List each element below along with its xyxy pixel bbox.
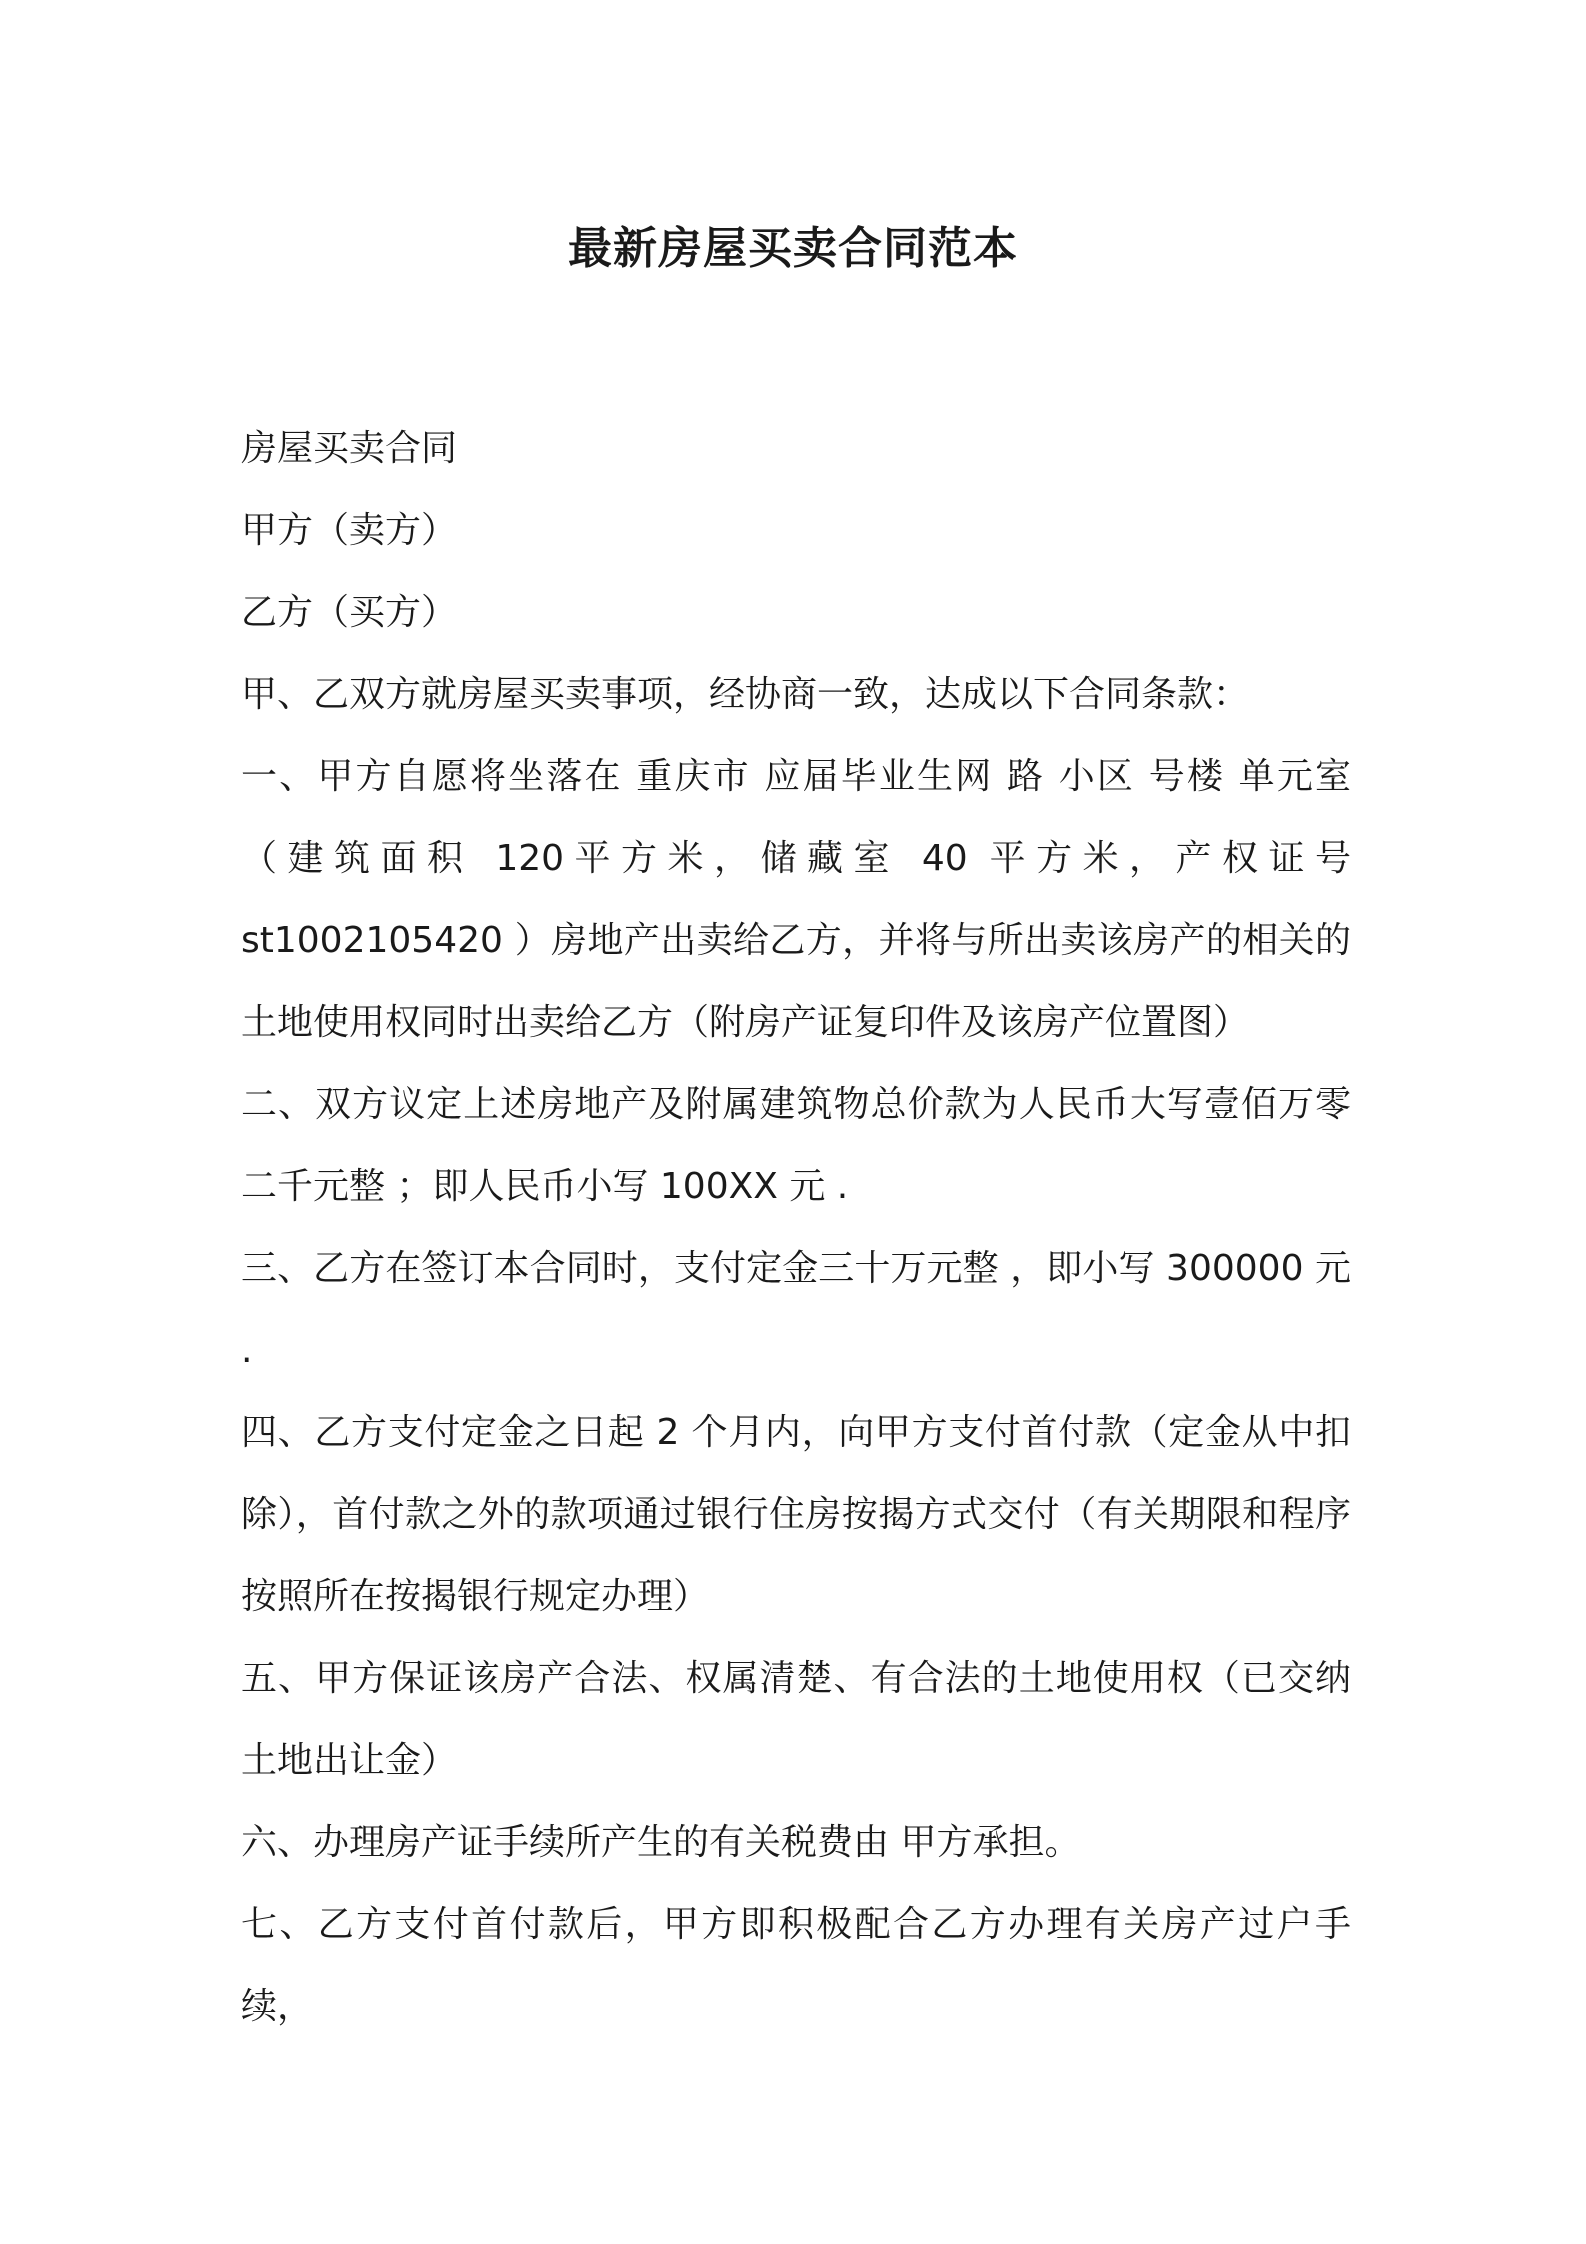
clause-4: 四、乙方支付定金之日起 2 个月内，向甲方支付首付款（定金从中扣除），首付款之外的款项通过银行住房按揭方式交付（有关期限和程序按照所在按揭银行规定办理） <box>241 1412 1351 1617</box>
party-a-line: 甲方（卖方） <box>241 510 458 551</box>
clause-3: 三、乙方在签订本合同时，支付定金三十万元整 ，即小写 300000 元 . <box>241 1248 1351 1371</box>
clause-2: 二、双方议定上述房地产及附属建筑物总价款为人民币大写壹佰万零二千元整 ；即人民币小写 100XX 元 . <box>241 1084 1351 1207</box>
document-title: 最新房屋买卖合同范本 <box>568 223 1018 274</box>
document-body <box>241 408 1351 2048</box>
clause-6: 六、办理房产证手续所产生的有关税费由 甲方承担。 <box>241 1822 1081 1863</box>
preamble-paragraph: 甲、乙双方就房屋买卖事项，经协商一致，达成以下合同条款： <box>241 674 1250 715</box>
contract-heading: 房屋买卖合同 <box>241 428 458 469</box>
clause-1: 一、甲方自愿将坐落在 重庆市 应届毕业生网 路 小区 号楼 单元室 （建筑面积 120平方米，储藏室 40 平方米，产权证号st1002105420 ）房地产出卖给乙方，并将与所出卖该房产的相关的土地使用权同时出卖给乙方（附房产证复印件及该房产位置图） <box>241 756 1351 1043</box>
party-b-line: 乙方（买方） <box>241 592 458 633</box>
clause-5: 五、甲方保证该房产合法、权属清楚、有合法的土地使用权（已交纳土地出让金） <box>241 1658 1351 1781</box>
clause-7: 七、乙方支付首付款后，甲方即积极配合乙方办理有关房产过户手续， <box>241 1904 1351 2027</box>
